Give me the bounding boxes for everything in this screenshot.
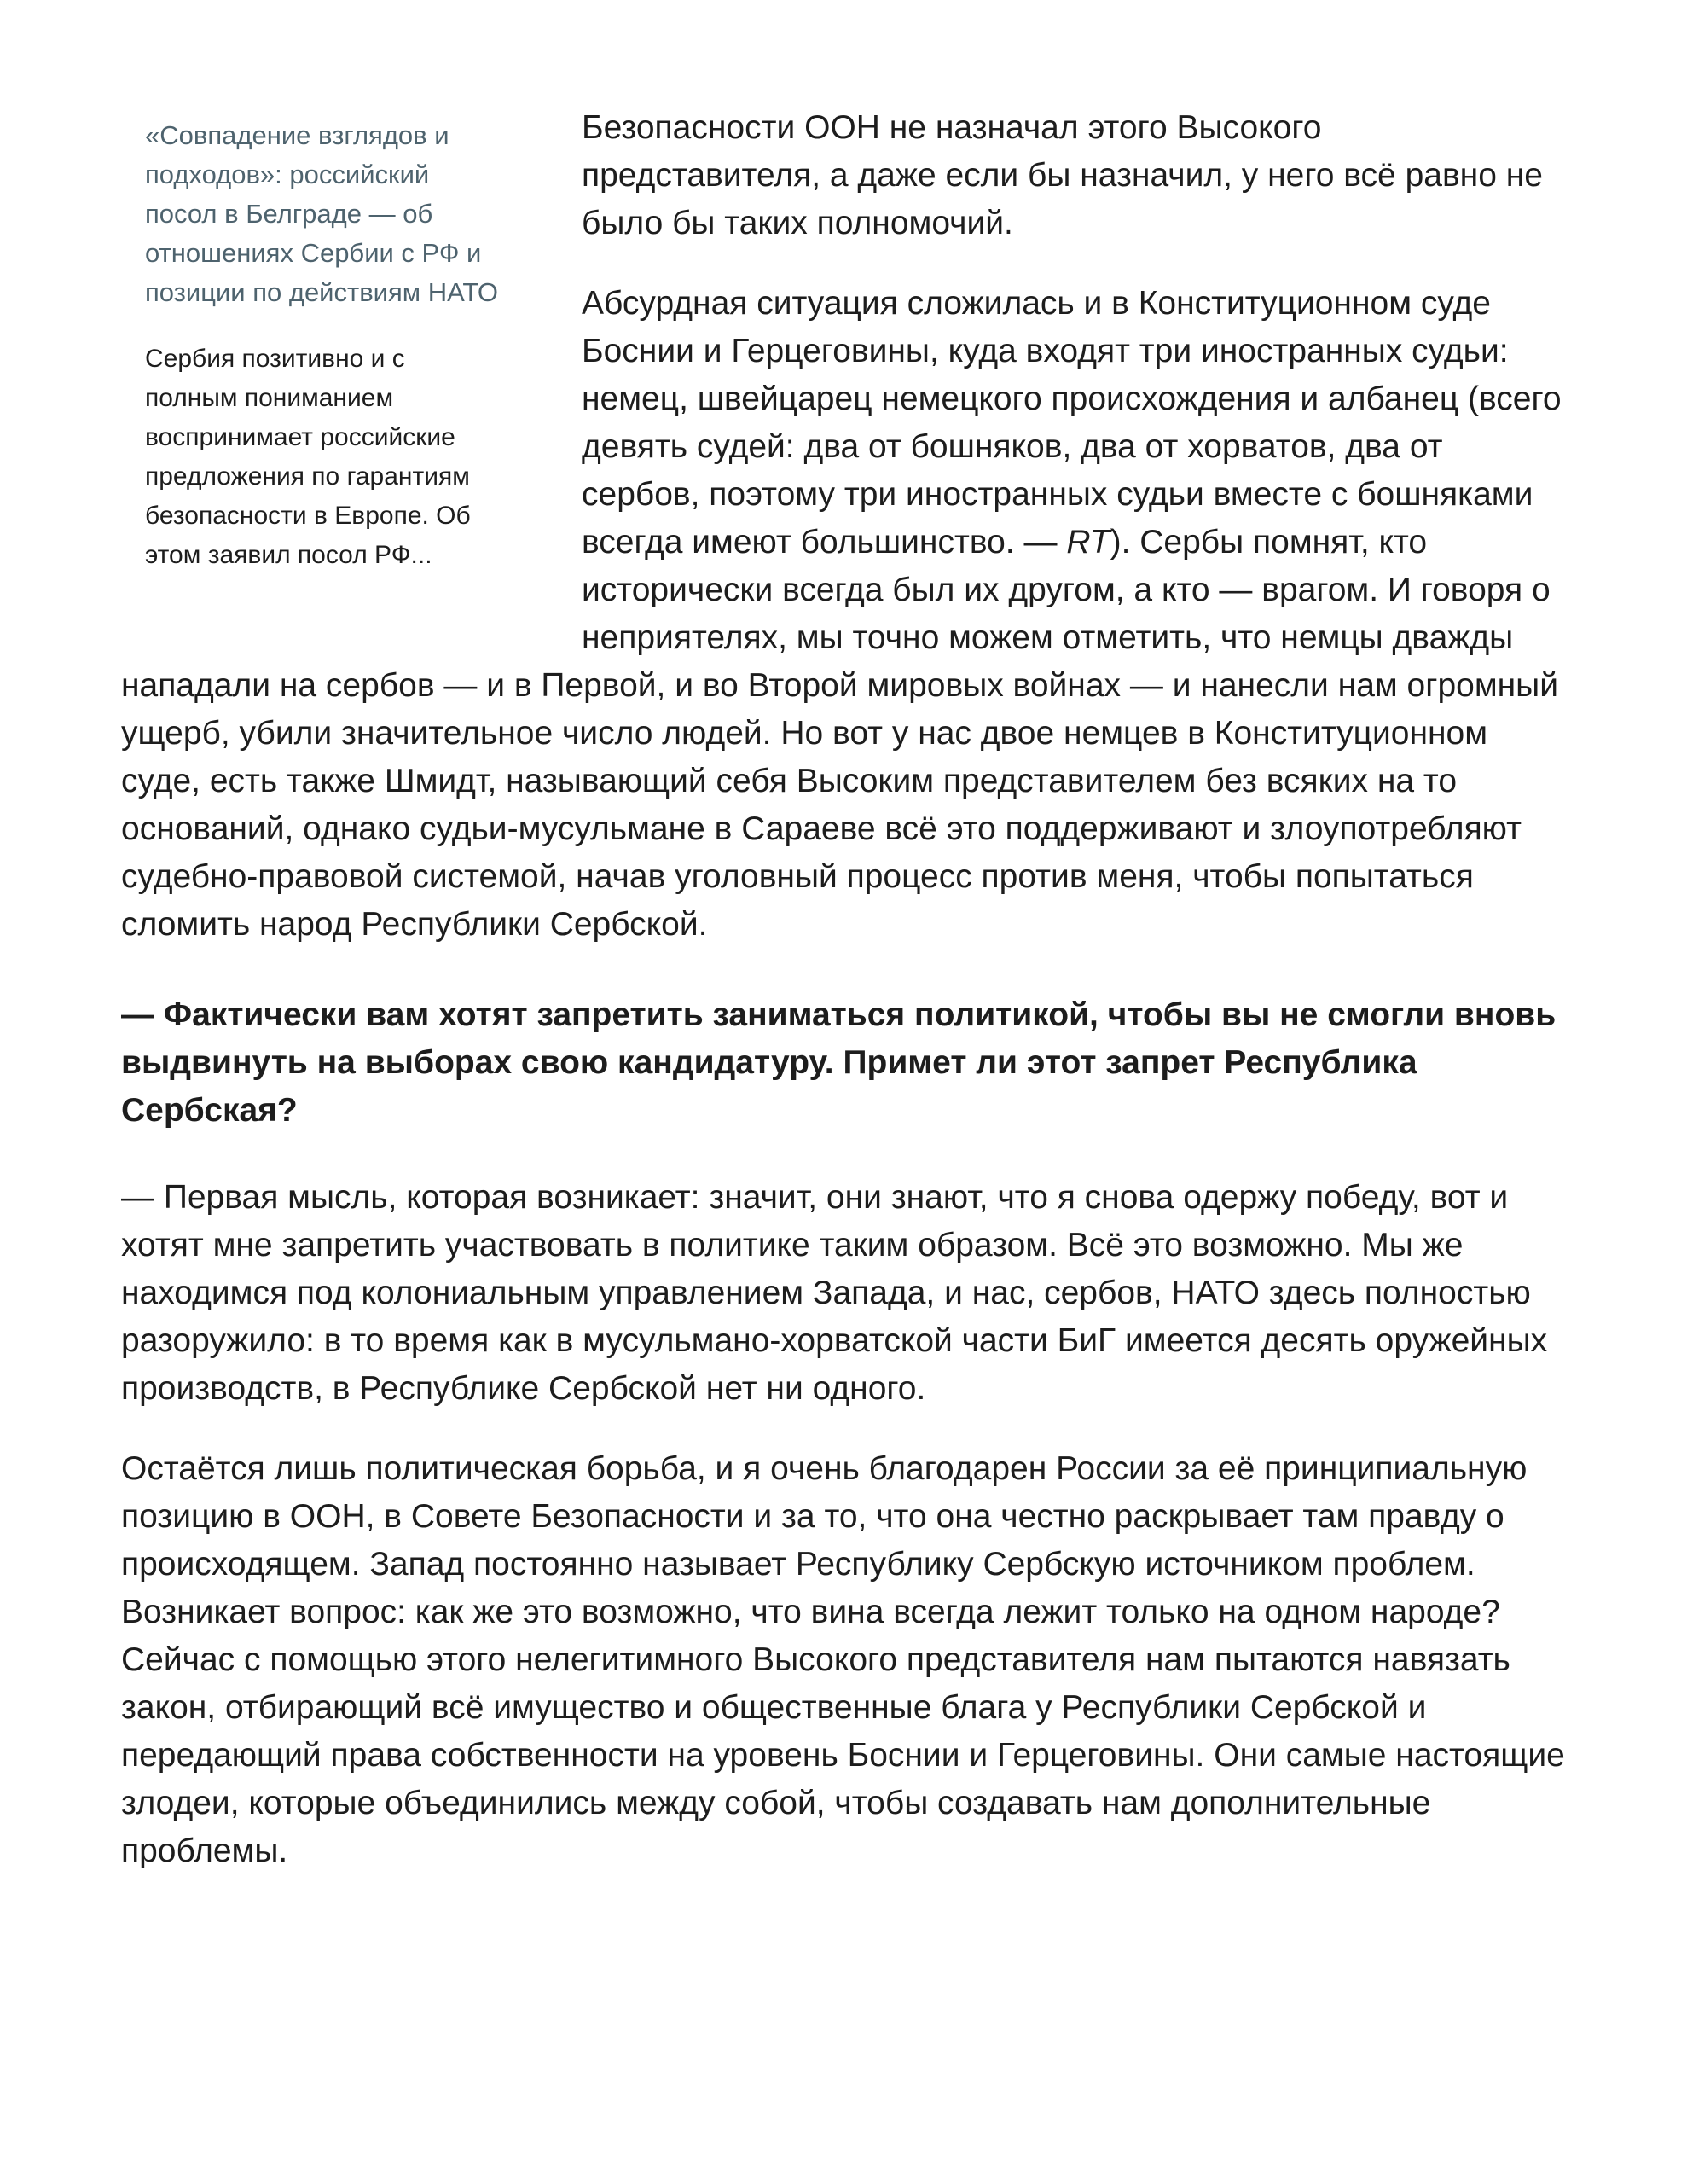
paragraph-text-segment: ). Сербы помнят, кто исторически всегда был их другом, а кто — врагом. И говоря о неприятелях, мы точно можем отметить, что немцы дважды нападали на сербов — и в Первой, и во Второй мировых войнах — и нанесли нам огромный ущерб, убили значительное число людей. Но вот у нас двое немцев в Конституционном суде, есть также Шмидт, называющий себя Высоким представителем без всяких на то оснований, однако судьи-мусульмане в Сараеве всё это поддерживают и злоупотребляют судебно-правовой системой, начав уголовный процесс против меня, чтобы попытаться сломить народ Республики Сербской.	[121, 524, 1558, 943]
interview-question: — Фактически вам хотят запретить заниматься политикой, чтобы вы не смогли вновь выдвинуть на выборах свою кандидатуру. Примет ли этот запрет Республика Сербская?	[121, 996, 1557, 1129]
related-article-teaser[interactable]	[121, 104, 503, 575]
paragraph-text-segment: Абсурдная ситуация сложилась и в Конституционном суде Боснии и Герцеговины, куда входят три иностранных судьи: немец, швейцарец немецкого происхождения и албанец (всего девять судей: два от бошняков, два от хорватов, два от сербов, поэтому три иностранных судьи вместе с бошняками всегда имеют большинство. —	[582, 285, 1562, 561]
article-paragraph-un-security: Безопасности ООН не назначал этого Высокого представителя, а даже если бы назначил, у него всё равно не было бы таких полномочий.	[582, 109, 1543, 241]
article-paragraph-political-struggle: Остаётся лишь политическая борьба, и я очень благодарен России за её принципиальную позицию в ООН, в Совете Безопасности и за то, что она честно раскрывает там правду о происходящем. Запад постоянно называет Республику Сербскую источником проблем. Возникает вопрос: как же это возможно, что вина всегда лежит только на одном народе? Сейчас с помощью этого нелегитимного Высокого представителя нам пытаются навязать закон, отбирающий всё имущество и общественные блага у Республики Сербской и передающий права собственности на уровень Боснии и Герцеговины. Они самые настоящие злодеи, которые объединились между собой, чтобы создавать нам дополнительные проблемы.	[121, 1450, 1565, 1869]
article-paragraph-first-thought: — Первая мысль, которая возникает: значит, они знают, что я снова одержу победу, вот и хотят мне запретить участвовать в политике таким образом. Всё это возможно. Мы же находимся под колониальным управлением Запада, и нас, сербов, НАТО здесь полностью разоружило: в то время как в мусульмано-хорватской части БиГ имеется десять оружейных производств, в Республике Сербской нет ни одного.	[121, 1179, 1548, 1407]
related-article-description: Сербия позитивно и с полным пониманием воспринимает российские предложения по гарантиям безопасности в Европе. Об этом заявил посол РФ...	[145, 345, 471, 569]
rt-editorial-mark: RT	[1066, 524, 1110, 561]
interview-article-body	[121, 104, 1566, 1908]
related-article-title-link[interactable]: «Совпадение взглядов и подходов»: российский посол в Белграде — об отношениях Сербии с РФ и позиции по действиям НАТО	[145, 120, 498, 307]
